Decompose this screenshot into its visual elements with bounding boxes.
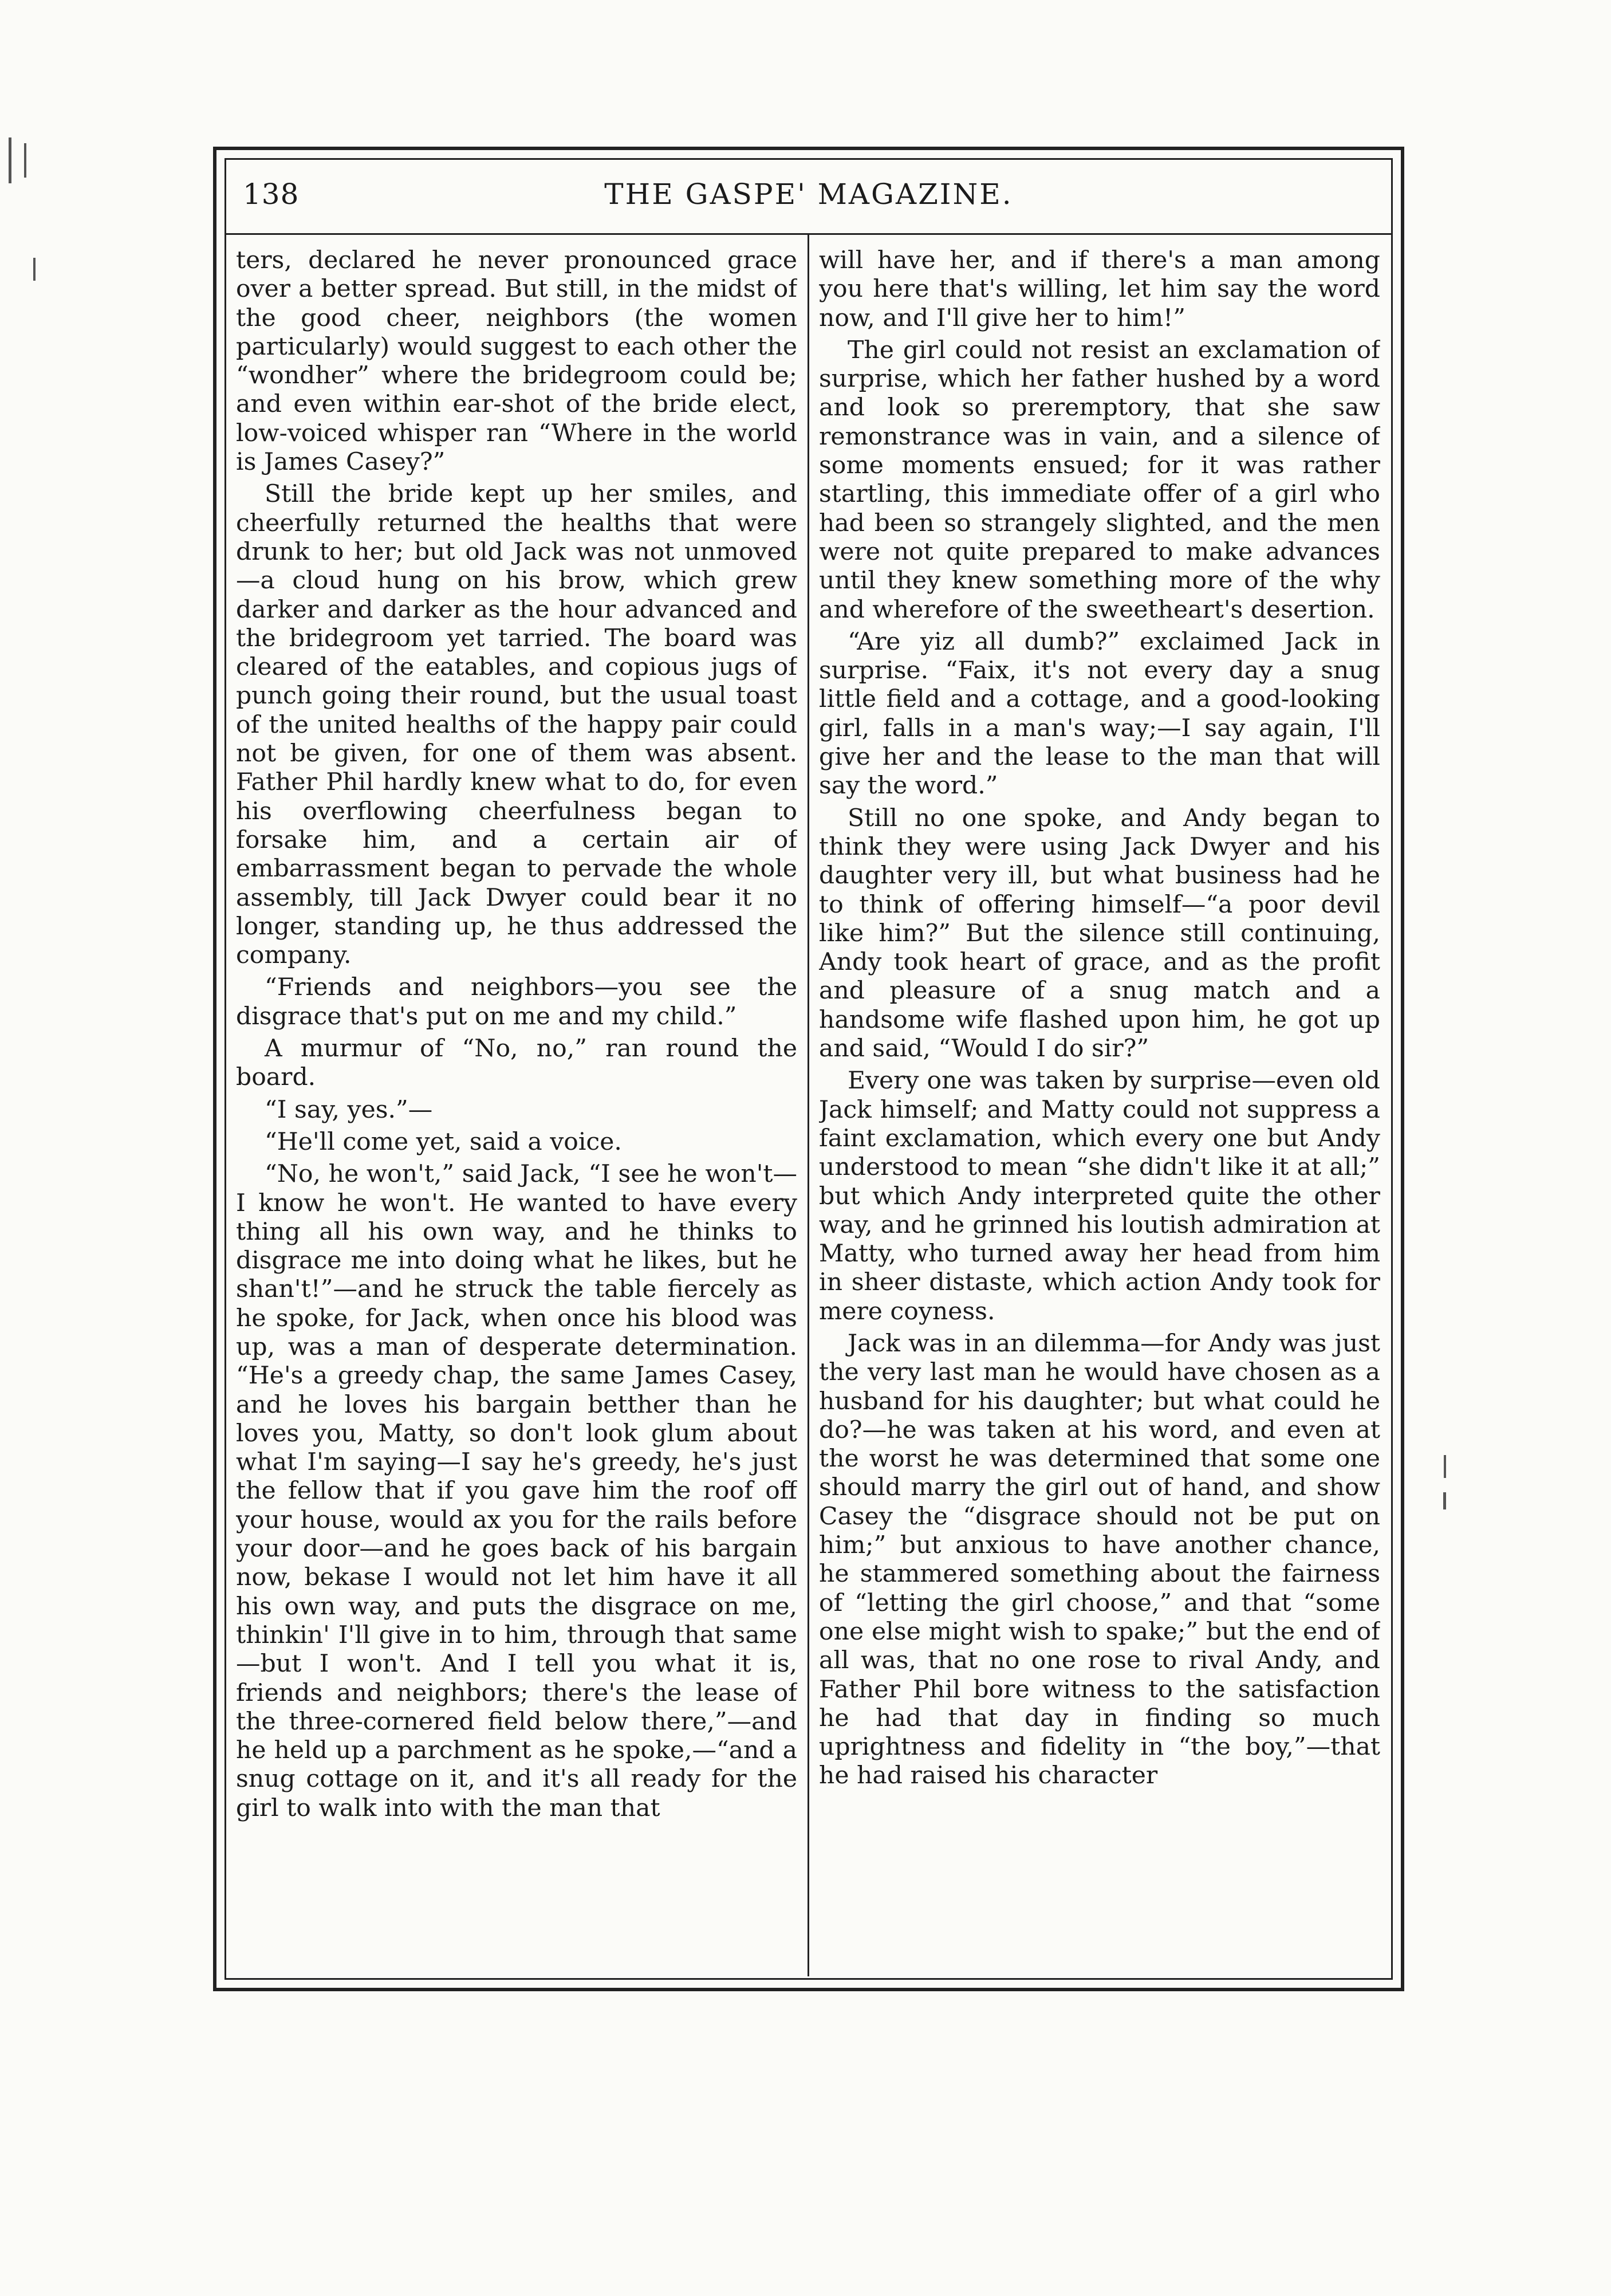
scan-mark (24, 143, 26, 178)
scan-mark (1444, 1455, 1446, 1478)
paragraph: “Are yiz all dumb?” exclaimed Jack in surprise. “Faix, it's not every day a snug little field and a cottage, and a good-looking girl, falls in a man's way;—I say again, I'll give her and the lease to the man that will say the word.” (819, 627, 1380, 800)
paragraph: Still the bride kept up her smiles, and cheerfully returned the healths that were drunk to her; but old Jack was not unmoved—a cloud hung on his brow, which grew darker and darker as the hour advanced and the bridegroom yet tarried. The board was cleared of the eatables, and copious jugs of punch going their round, but the usual toast of the united healths of the happy pair could not be given, for one of them was absent. Father Phil hardly knew what to do, for even his overflowing cheerfulness began to forsake him, and a certain air of embarrassment began to pervade the whole assembly, till Jack Dwyer could bear it no longer, standing up, he thus addressed the company. (236, 480, 797, 970)
paragraph: ters, declared he never pronounced grace over a better spread. But still, in the midst of the good cheer, neighbors (the women particularly) would suggest to each other the “wondher” where the bridegroom could be; and even within ear-shot of the bride elect, low-voiced whisper ran “Where in the world is James Casey?” (236, 246, 797, 477)
column-divider (808, 235, 809, 1976)
paragraph: The girl could not resist an exclamation of surprise, which her father hushed by a word and look so preremptory, that she saw remonstrance was in vain, and a silence of some moments ensued; for it was rather startling, this immediate offer of a girl who had been so strangely slighted, and the men were not quite prepared to make advances until they knew something more of the why and wherefore of the sweetheart's desertion. (819, 336, 1380, 624)
right-column (819, 246, 1380, 1971)
paragraph: A murmur of “No, no,” ran round the board. (236, 1035, 797, 1092)
scan-mark (1443, 1492, 1446, 1509)
paragraph: “I say, yes.”— (265, 1095, 433, 1124)
paragraph: will have her, and if there's a man among you here that's willing, let him say the word now, and I'll give her to him!” (819, 246, 1380, 332)
scan-mark (33, 258, 36, 281)
paragraph: Every one was taken by surprise—even old Jack himself; and Matty could not suppress a faint exclamation, which every one but Andy understood to mean “she didn't like it at all;” but which Andy interpreted quite the other way, and he grinned his loutish admiration at Matty, who turned away her head from him in sheer distaste, which action Andy took for mere coyness. (819, 1067, 1380, 1326)
left-column (236, 246, 797, 1971)
running-title: THE GASPE' MAGAZINE. (604, 178, 1013, 211)
paragraph: Jack was in an dilemma—for Andy was just the very last man he would have chosen as a husband for his daughter; but what could he do?—he was taken at his word, and even at the worst he was determined that some one should marry the girl out of hand, and show Casey the “disgrace should not be put on him;” but anxious to have another chance, he stammered something about the fairness of “letting the girl choose,” and that “some one else might wish to spake;” but the end of all was, that no one rose to rival Andy, and Father Phil bore witness to the satisfaction he had that day in finding so much uprightness and fidelity in “the boy,”—that he had raised his character (819, 1329, 1380, 1790)
paragraph: “No, he won't,” said Jack, “I see he won't—I know he won't. He wanted to have every thing all his own way, and he thinks to disgrace me into doing what he likes, but he shan't!”—and he struck the table fiercely as he spoke, for Jack, when once his blood was up, was a man of desperate determination. “He's a greedy chap, the same James Casey, and he loves his bargain betther than he loves you, Matty, so don't look glum about what I'm saying—I say he's greedy, he's just the fellow that if you gave him the roof off your house, would ax you for the rails before your door—and he goes back of his bargain now, bekase I would not let him have it all his own way, and puts the disgrace on me, thinkin' I'll give in to him, through that same—but I won't. And I tell you what it is, friends and neighbors; there's the lease of the three-cornered field below there,”—and he held up a parchment as he spoke,—“and a snug cottage on it, and it's all ready for the girl to walk into with the man that (236, 1160, 797, 1822)
page-number: 138 (243, 178, 300, 211)
paragraph: Still no one spoke, and Andy began to think they were using Jack Dwyer and his daughter very ill, but what business had he to think of offering himself—“a poor devil like him?” But the silence still continuing, Andy took heart of grace, and as the profit and pleasure of a snug match and a handsome wife flashed upon him, he got up and said, “Would I do sir?” (819, 804, 1380, 1063)
scan-mark (9, 137, 11, 183)
paragraph: “Friends and neighbors—you see the disgrace that's put on me and my child.” (236, 973, 797, 1031)
paragraph: “He'll come yet, said a voice. (265, 1127, 622, 1156)
running-header (224, 158, 1393, 235)
